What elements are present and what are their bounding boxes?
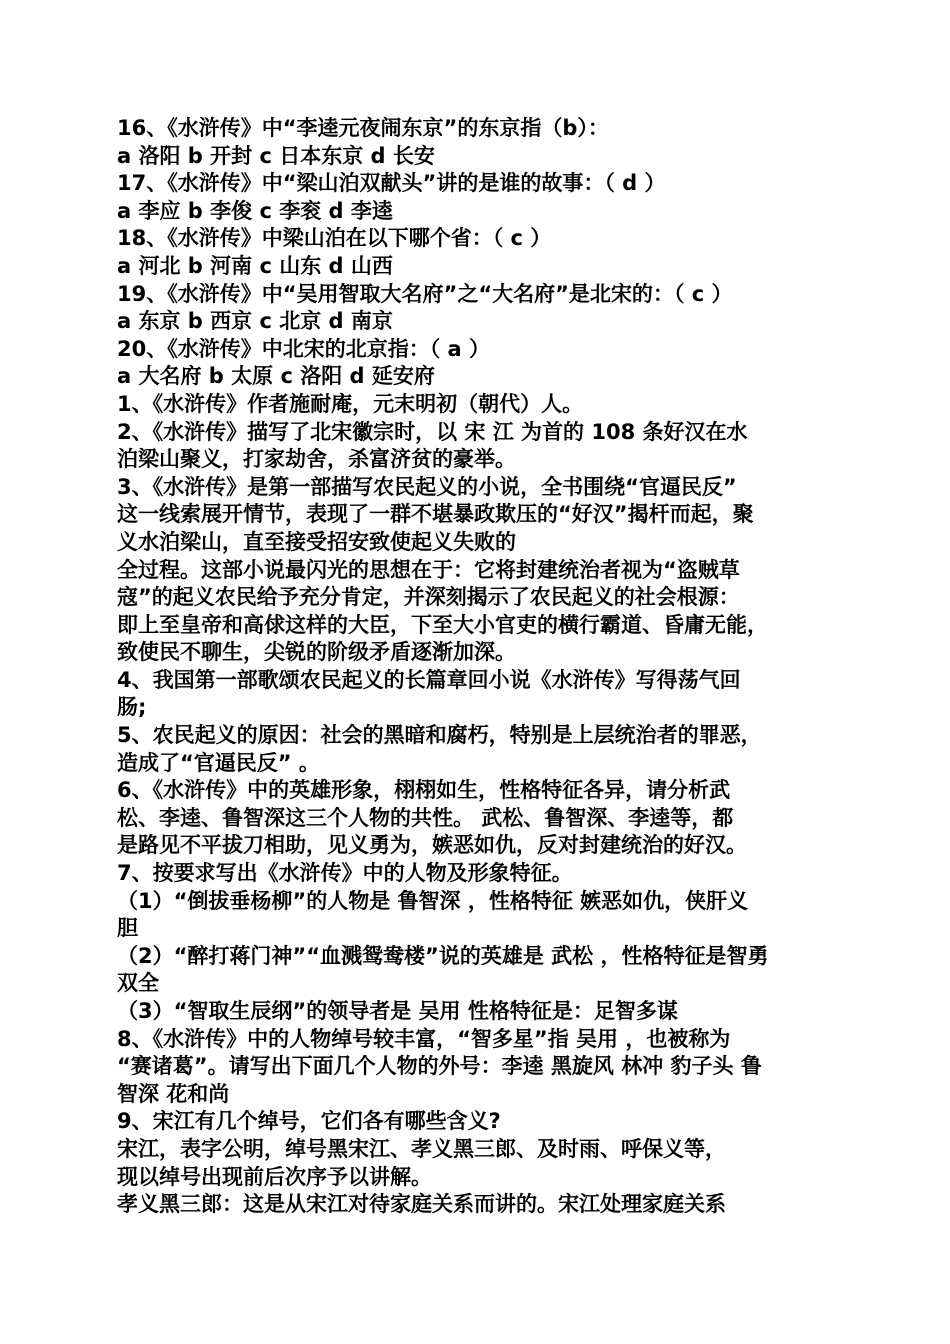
text-line: 是路见不平拔刀相助，见义勇为，嫉恶如仇，反对封建统治的好汉。 (117, 833, 747, 858)
text-line: 17、《水浒传》中“梁山泊双献头”讲的是谁的故事：（ d ） (117, 171, 666, 196)
text-line: a 洛阳 b 开封 c 日本东京 d 长安 (117, 143, 435, 168)
text-line: 胆 (117, 916, 138, 941)
text-line: 16、《水浒传》中“李逵元夜闹东京”的东京指（b）： (117, 116, 609, 140)
text-line: 20、《水浒传》中北宋的北京指：（ a ） (117, 336, 491, 361)
text-line: 4、我国第一部歌颂农民起义的长篇章回小说《水浒传》写得荡气回 (117, 667, 741, 692)
text-line: 6、《水浒传》中的英雄形象，栩栩如生，性格特征各异，请分析武 (117, 778, 731, 803)
text-line: 即上至皇帝和高俅这样的大臣，下至大小官吏的横行霸道、昏庸无能， (117, 612, 768, 637)
text-line: 19、《水浒传》中“吴用智取大名府”之“大名府”是北宋的：（ c ） (117, 281, 733, 306)
text-line: a 大名府 b 太原 c 洛阳 d 延安府 (117, 364, 435, 389)
text-line: 5、农民起义的原因：社会的黑暗和腐朽，特别是上层统治者的罪恶， (117, 723, 762, 748)
text-line: 宋江，表字公明，绰号黑宋江、孝义黑三郎、及时雨、呼保义等， (117, 1136, 726, 1161)
text-line: 致使民不聊生，尖锐的阶级矛盾逐渐加深。 (117, 640, 516, 665)
text-line: a 河北 b 河南 c 山东 d 山西 (117, 253, 393, 278)
text-line: 7、按要求写出《水浒传》中的人物及形象特征。 (117, 861, 573, 886)
text-line: “赛诸葛”。请写出下面几个人物的外号：李逵 黑旋风 林冲 豹子头 鲁 (117, 1054, 762, 1079)
text-line: （3）“智取生辰纲”的领导者是 吴用 性格特征是：足智多谋 (117, 999, 678, 1023)
text-line: 2、《水浒传》描写了北宋徽宗时，以 宋 江 为首的 108 条好汉在水 (117, 419, 748, 444)
text-line: 全过程。这部小说最闪光的思想在于：它将封建统治者视为“盗贼草 (117, 557, 740, 582)
text-line: 18、《水浒传》中梁山泊在以下哪个省：（ c ） (117, 226, 552, 251)
text-line: 肠; (117, 695, 147, 720)
text-line: 智深 花和尚 (117, 1081, 230, 1106)
text-line: （1）“倒拔垂杨柳”的人物是 鲁智深 ，性格特征 嫉恶如仇，侠肝义 (117, 888, 749, 913)
document-text (117, 115, 852, 1219)
text-line: 8、《水浒传》中的人物绰号较丰富，“智多星”指 吴用 ，也被称为 (117, 1026, 731, 1051)
text-line: 寇”的起义农民给予充分肯定，并深刻揭示了农民起义的社会根源： (117, 585, 740, 610)
text-line: 松、李逵、鲁智深这三个人物的共性。 武松、鲁智深、李逵等，都 (117, 805, 734, 830)
text-line: 3、《水浒传》是第一部描写农民起义的小说，全书围绕“官逼民反” (117, 474, 737, 499)
text-line: 双全 (117, 971, 159, 996)
text-line: 孝义黑三郎：这是从宋江对待家庭关系而讲的。宋江处理家庭关系 (117, 1192, 726, 1217)
text-line: a 东京 b 西京 c 北京 d 南京 (117, 309, 393, 334)
text-line: 造成了“官逼民反” 。 (117, 750, 320, 775)
text-line: 现以绰号出现前后次序予以讲解。 (117, 1164, 432, 1189)
text-line: 义水泊梁山，直至接受招安致使起义失败的 (117, 529, 516, 554)
text-line: 泊梁山聚义，打家劫舍，杀富济贫的豪举。 (117, 447, 516, 472)
text-line: 9、宋江有几个绰号，它们各有哪些含义? (117, 1109, 501, 1134)
text-line: （2）“醉打蒋门神”“血溅鸳鸯楼”说的英雄是 武松 ，性格特征是智勇 (117, 943, 769, 968)
text-line: 这一线索展开情节，表现了一群不堪暴政欺压的“好汉”揭杆而起，聚 (117, 502, 754, 527)
text-line: 1、《水浒传》作者施耐庵，元末明初（朝代）人。 (117, 391, 584, 416)
text-line: a 李应 b 李俊 c 李衮 d 李逵 (117, 198, 393, 223)
